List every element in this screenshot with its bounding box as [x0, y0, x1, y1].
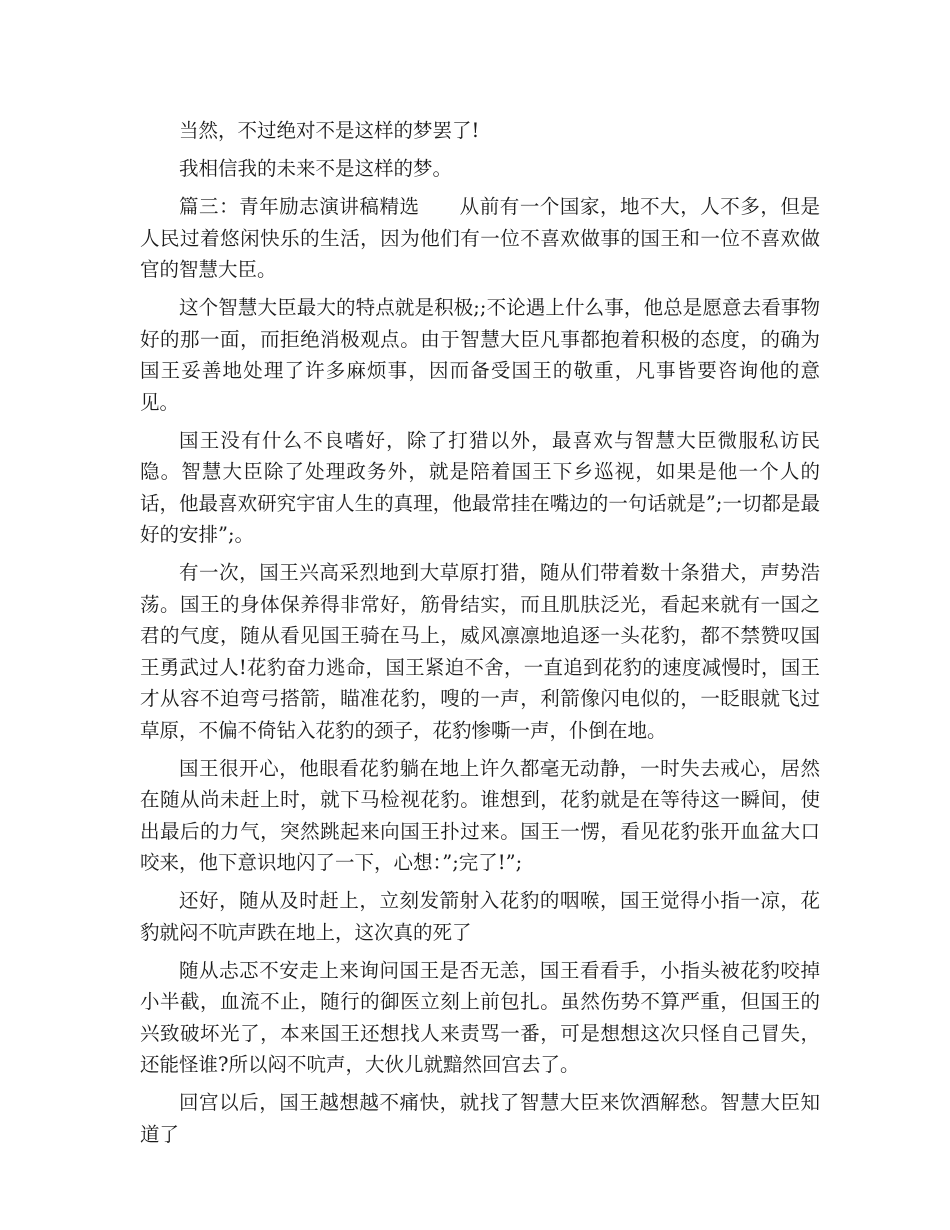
- paragraph-9: 随从忐忑不安走上来询问国王是否无恙，国王看看手，小指头被花豹咬掉小半截，血流不止，随行的御医立刻上前包扎。虽然伤势不算严重，但国王的兴致破坏光了，本来国王还想找人来责骂一番，可是想想这次只怪自己冒失，还能怪谁?所以闷不吭声，大伙儿就黯然回宫去了。: [140, 958, 820, 1076]
- paragraph-4: 这个智慧大臣最大的特点就是积极;;不论遇上什么事，他总是愿意去看事物好的那一面，而拒绝消极观点。由于智慧大臣凡事都抱着积极的态度，的确为国王妥善地处理了许多麻烦事，因而备受国王的敬重，凡事皆要咨询他的意见。: [140, 296, 820, 414]
- paragraph-8: 还好，随从及时赶上，立刻发箭射入花豹的咽喉，国王觉得小指一凉，花豹就闷不吭声跌在地上，这次真的死了: [140, 889, 820, 944]
- paragraph-10: 回宫以后，国王越想越不痛快，就找了智慧大臣来饮酒解愁。智慧大臣知道了: [140, 1091, 820, 1146]
- paragraph-3: 篇三：青年励志演讲稿精选 从前有一个国家，地不大，人不多，但是人民过着悠闲快乐的生活，因为他们有一位不喜欢做事的国王和一位不喜欢做官的智慧大臣。: [140, 195, 820, 281]
- paragraph-6: 有一次，国王兴高采烈地到大草原打猎，随从们带着数十条猎犬，声势浩荡。国王的身体保养得非常好，筋骨结实，而且肌肤泛光，看起来就有一国之君的气度，随从看见国王骑在马上，威风凛凛地追逐一头花豹，都不禁赞叹国王勇武过人!花豹奋力逃命，国王紧迫不舍，一直追到花豹的速度减慢时，国王才从容不迫弯弓搭箭，瞄准花豹，嗖的一声，利箭像闪电似的，一眨眼就飞过草原，不偏不倚钻入花豹的颈子，花豹惨嘶一声，仆倒在地。: [140, 561, 820, 742]
- paragraph-7: 国王很开心，他眼看花豹躺在地上许久都毫无动静，一时失去戒心，居然在随从尚未赶上时，就下马检视花豹。谁想到，花豹就是在等待这一瞬间，使出最后的力气，突然跳起来向国王扑过来。国王一愣，看见花豹张开血盆大口咬来，他下意识地闪了一下，心想：”;完了!”;: [140, 756, 820, 874]
- paragraph-1: 当然，不过绝对不是这样的梦罢了!: [179, 119, 480, 142]
- document-page: [140, 115, 820, 1157]
- paragraph-2: 我相信我的未来不是这样的梦。: [179, 157, 453, 180]
- paragraph-5: 国王没有什么不良嗜好，除了打猎以外，最喜欢与智慧大臣微服私访民隐。智慧大臣除了处理政务外，就是陪着国王下乡巡视，如果是他一个人的话，他最喜欢研究宇宙人生的真理，他最常挂在嘴边的一句话就是”;一切都是最好的安排”;。: [140, 428, 820, 546]
